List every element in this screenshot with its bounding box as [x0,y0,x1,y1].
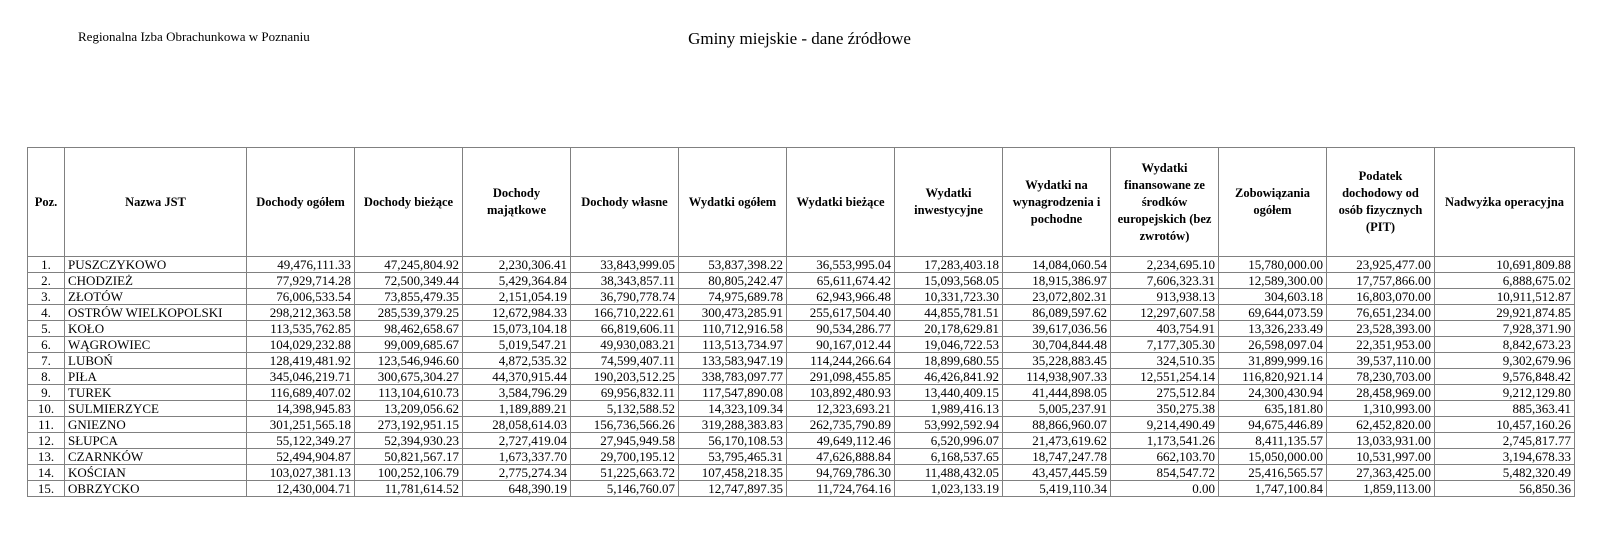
table-row [28,481,1575,497]
value-cell: 31,899,999.16 [1219,353,1327,369]
value-cell: 98,462,658.67 [355,321,463,337]
value-cell: 13,033,931.00 [1327,433,1435,449]
jst-name-cell: CHODZIEŻ [65,273,247,289]
jst-name-cell: OSTRÓW WIELKOPOLSKI [65,305,247,321]
page-title: Gminy miejskie - dane źródłowe [688,29,911,48]
value-cell: 12,323,693.21 [787,401,895,417]
value-cell: 46,426,841.92 [895,369,1003,385]
value-cell: 113,535,762.85 [247,321,355,337]
value-cell: 114,938,907.33 [1003,369,1111,385]
jst-name-cell: LUBOŃ [65,353,247,369]
value-cell: 1,173,541.26 [1111,433,1219,449]
value-cell: 2,745,817.77 [1435,433,1575,449]
value-cell: 56,850.36 [1435,481,1575,497]
column-header: Wydatki inwestycyjne [895,148,1003,257]
row-number-cell: 12. [28,433,65,449]
value-cell: 262,735,790.89 [787,417,895,433]
value-cell: 77,929,714.28 [247,273,355,289]
value-cell: 10,911,512.87 [1435,289,1575,305]
value-cell: 74,975,689.78 [679,289,787,305]
value-cell: 17,283,403.18 [895,257,1003,273]
value-cell: 5,482,320.49 [1435,465,1575,481]
value-cell: 103,892,480.93 [787,385,895,401]
value-cell: 29,700,195.12 [571,449,679,465]
value-cell: 635,181.80 [1219,401,1327,417]
column-header: Wydatki finansowane ze środków europejskich (bez zwrotów) [1111,148,1219,257]
column-header: Nazwa JST [65,148,247,257]
value-cell: 345,046,219.71 [247,369,355,385]
value-cell: 8,411,135.57 [1219,433,1327,449]
row-number-cell: 3. [28,289,65,305]
value-cell: 28,058,614.03 [463,417,571,433]
table-row [28,257,1575,273]
value-cell: 41,444,898.05 [1003,385,1111,401]
value-cell: 15,780,000.00 [1219,257,1327,273]
value-cell: 39,617,036.56 [1003,321,1111,337]
row-number-cell: 10. [28,401,65,417]
value-cell: 24,300,430.94 [1219,385,1327,401]
value-cell: 110,712,916.58 [679,321,787,337]
value-cell: 12,551,254.14 [1111,369,1219,385]
value-cell: 49,476,111.33 [247,257,355,273]
value-cell: 36,553,995.04 [787,257,895,273]
value-cell: 47,245,804.92 [355,257,463,273]
column-header: Wydatki ogółem [679,148,787,257]
value-cell: 11,488,432.05 [895,465,1003,481]
jst-name-cell: KOŁO [65,321,247,337]
jst-name-cell: ZŁOTÓW [65,289,247,305]
value-cell: 12,672,984.33 [463,305,571,321]
value-cell: 7,606,323.31 [1111,273,1219,289]
value-cell: 2,234,695.10 [1111,257,1219,273]
value-cell: 301,251,565.18 [247,417,355,433]
value-cell: 76,651,234.00 [1327,305,1435,321]
table-row [28,465,1575,481]
value-cell: 10,531,997.00 [1327,449,1435,465]
value-cell: 12,297,607.58 [1111,305,1219,321]
jst-name-cell: KOŚCIAN [65,465,247,481]
value-cell: 30,704,844.48 [1003,337,1111,353]
row-number-cell: 5. [28,321,65,337]
value-cell: 117,547,890.08 [679,385,787,401]
value-cell: 403,754.91 [1111,321,1219,337]
value-cell: 324,510.35 [1111,353,1219,369]
table-body [28,257,1575,497]
column-header: Nadwyżka operacyjna [1435,148,1575,257]
value-cell: 49,649,112.46 [787,433,895,449]
value-cell: 885,363.41 [1435,401,1575,417]
value-cell: 88,866,960.07 [1003,417,1111,433]
value-cell: 338,783,097.77 [679,369,787,385]
organization-name: Regionalna Izba Obrachunkowa w Poznaniu [78,29,310,44]
value-cell: 52,394,930.23 [355,433,463,449]
value-cell: 9,302,679.96 [1435,353,1575,369]
value-cell: 56,170,108.53 [679,433,787,449]
column-header: Zobowiązania ogółem [1219,148,1327,257]
value-cell: 33,843,999.05 [571,257,679,273]
value-cell: 28,458,969.00 [1327,385,1435,401]
value-cell: 273,192,951.15 [355,417,463,433]
column-header: Podatek dochodowy od osób fizycznych (PIT) [1327,148,1435,257]
value-cell: 23,528,393.00 [1327,321,1435,337]
value-cell: 18,747,247.78 [1003,449,1111,465]
value-cell: 10,331,723.30 [895,289,1003,305]
value-cell: 15,050,000.00 [1219,449,1327,465]
value-cell: 9,212,129.80 [1435,385,1575,401]
value-cell: 22,351,953.00 [1327,337,1435,353]
value-cell: 113,513,734.97 [679,337,787,353]
value-cell: 74,599,407.11 [571,353,679,369]
value-cell: 69,956,832.11 [571,385,679,401]
value-cell: 65,611,674.42 [787,273,895,289]
table-row [28,337,1575,353]
value-cell: 913,938.13 [1111,289,1219,305]
value-cell: 854,547.72 [1111,465,1219,481]
value-cell: 5,419,110.34 [1003,481,1111,497]
value-cell: 17,757,866.00 [1327,273,1435,289]
row-number-cell: 13. [28,449,65,465]
value-cell: 36,790,778.74 [571,289,679,305]
value-cell: 78,230,703.00 [1327,369,1435,385]
row-number-cell: 8. [28,369,65,385]
value-cell: 27,363,425.00 [1327,465,1435,481]
row-number-cell: 11. [28,417,65,433]
value-cell: 6,888,675.02 [1435,273,1575,289]
value-cell: 275,512.84 [1111,385,1219,401]
value-cell: 5,429,364.84 [463,273,571,289]
value-cell: 49,930,083.21 [571,337,679,353]
value-cell: 76,006,533.54 [247,289,355,305]
value-cell: 350,275.38 [1111,401,1219,417]
value-cell: 1,747,100.84 [1219,481,1327,497]
value-cell: 300,473,285.91 [679,305,787,321]
value-cell: 7,177,305.30 [1111,337,1219,353]
table-row [28,401,1575,417]
row-number-cell: 9. [28,385,65,401]
value-cell: 50,821,567.17 [355,449,463,465]
table-row [28,369,1575,385]
value-cell: 51,225,663.72 [571,465,679,481]
value-cell: 319,288,383.83 [679,417,787,433]
value-cell: 9,214,490.49 [1111,417,1219,433]
value-cell: 47,626,888.84 [787,449,895,465]
value-cell: 5,005,237.91 [1003,401,1111,417]
value-cell: 53,837,398.22 [679,257,787,273]
value-cell: 14,398,945.83 [247,401,355,417]
value-cell: 94,675,446.89 [1219,417,1327,433]
jst-name-cell: PIŁA [65,369,247,385]
value-cell: 12,589,300.00 [1219,273,1327,289]
value-cell: 3,584,796.29 [463,385,571,401]
jst-name-cell: GNIEZNO [65,417,247,433]
value-cell: 14,084,060.54 [1003,257,1111,273]
value-cell: 1,673,337.70 [463,449,571,465]
value-cell: 1,189,889.21 [463,401,571,417]
value-cell: 13,209,056.62 [355,401,463,417]
table-header-row [28,148,1575,257]
value-cell: 300,675,304.27 [355,369,463,385]
value-cell: 116,820,921.14 [1219,369,1327,385]
jst-name-cell: OBRZYCKO [65,481,247,497]
value-cell: 104,029,232.88 [247,337,355,353]
value-cell: 18,899,680.55 [895,353,1003,369]
value-cell: 53,992,592.94 [895,417,1003,433]
value-cell: 285,539,379.25 [355,305,463,321]
column-header: Dochody majątkowe [463,148,571,257]
value-cell: 13,326,233.49 [1219,321,1327,337]
row-number-cell: 4. [28,305,65,321]
value-cell: 27,945,949.58 [571,433,679,449]
value-cell: 86,089,597.62 [1003,305,1111,321]
value-cell: 29,921,874.85 [1435,305,1575,321]
value-cell: 62,943,966.48 [787,289,895,305]
value-cell: 20,178,629.81 [895,321,1003,337]
value-cell: 23,072,802.31 [1003,289,1111,305]
value-cell: 43,457,445.59 [1003,465,1111,481]
value-cell: 23,925,477.00 [1327,257,1435,273]
table-row [28,353,1575,369]
value-cell: 52,494,904.87 [247,449,355,465]
value-cell: 35,228,883.45 [1003,353,1111,369]
value-cell: 10,691,809.88 [1435,257,1575,273]
value-cell: 73,855,479.35 [355,289,463,305]
table-row [28,321,1575,337]
column-header: Wydatki na wynagrodzenia i pochodne [1003,148,1111,257]
value-cell: 5,132,588.52 [571,401,679,417]
value-cell: 53,795,465.31 [679,449,787,465]
table-row [28,385,1575,401]
jst-name-cell: WĄGROWIEC [65,337,247,353]
jst-name-cell: SULMIERZYCE [65,401,247,417]
value-cell: 3,194,678.33 [1435,449,1575,465]
value-cell: 26,598,097.04 [1219,337,1327,353]
table-row [28,449,1575,465]
table-row [28,289,1575,305]
column-header: Dochody bieżące [355,148,463,257]
column-header: Poz. [28,148,65,257]
value-cell: 2,775,274.34 [463,465,571,481]
jst-name-cell: CZARNKÓW [65,449,247,465]
value-cell: 255,617,504.40 [787,305,895,321]
value-cell: 14,323,109.34 [679,401,787,417]
value-cell: 12,747,897.35 [679,481,787,497]
value-cell: 0.00 [1111,481,1219,497]
value-cell: 5,019,547.21 [463,337,571,353]
value-cell: 62,452,820.00 [1327,417,1435,433]
value-cell: 166,710,222.61 [571,305,679,321]
value-cell: 6,168,537.65 [895,449,1003,465]
table-row [28,417,1575,433]
value-cell: 39,537,110.00 [1327,353,1435,369]
value-cell: 90,167,012.44 [787,337,895,353]
jst-name-cell: PUSZCZYKOWO [65,257,247,273]
value-cell: 107,458,218.35 [679,465,787,481]
value-cell: 38,343,857.11 [571,273,679,289]
row-number-cell: 6. [28,337,65,353]
value-cell: 7,928,371.90 [1435,321,1575,337]
value-cell: 66,819,606.11 [571,321,679,337]
value-cell: 25,416,565.57 [1219,465,1327,481]
value-cell: 12,430,004.71 [247,481,355,497]
value-cell: 69,644,073.59 [1219,305,1327,321]
row-number-cell: 2. [28,273,65,289]
value-cell: 100,252,106.79 [355,465,463,481]
value-cell: 11,724,764.16 [787,481,895,497]
value-cell: 44,370,915.44 [463,369,571,385]
value-cell: 128,419,481.92 [247,353,355,369]
value-cell: 90,534,286.77 [787,321,895,337]
value-cell: 21,473,619.62 [1003,433,1111,449]
value-cell: 113,104,610.73 [355,385,463,401]
value-cell: 99,009,685.67 [355,337,463,353]
column-header: Wydatki bieżące [787,148,895,257]
value-cell: 2,151,054.19 [463,289,571,305]
value-cell: 2,230,306.41 [463,257,571,273]
value-cell: 103,027,381.13 [247,465,355,481]
value-cell: 304,603.18 [1219,289,1327,305]
value-cell: 291,098,455.85 [787,369,895,385]
value-cell: 6,520,996.07 [895,433,1003,449]
table-row [28,305,1575,321]
value-cell: 44,855,781.51 [895,305,1003,321]
value-cell: 190,203,512.25 [571,369,679,385]
value-cell: 298,212,363.58 [247,305,355,321]
row-number-cell: 14. [28,465,65,481]
row-number-cell: 15. [28,481,65,497]
data-table [27,147,1575,497]
table-row [28,433,1575,449]
value-cell: 116,689,407.02 [247,385,355,401]
value-cell: 55,122,349.27 [247,433,355,449]
jst-name-cell: SŁUPCA [65,433,247,449]
value-cell: 19,046,722.53 [895,337,1003,353]
column-header: Dochody ogółem [247,148,355,257]
value-cell: 94,769,786.30 [787,465,895,481]
value-cell: 133,583,947.19 [679,353,787,369]
value-cell: 156,736,566.26 [571,417,679,433]
column-header: Dochody własne [571,148,679,257]
value-cell: 5,146,760.07 [571,481,679,497]
value-cell: 18,915,386.97 [1003,273,1111,289]
value-cell: 13,440,409.15 [895,385,1003,401]
row-number-cell: 7. [28,353,65,369]
value-cell: 9,576,848.42 [1435,369,1575,385]
value-cell: 8,842,673.23 [1435,337,1575,353]
value-cell: 15,073,104.18 [463,321,571,337]
value-cell: 80,805,242.47 [679,273,787,289]
value-cell: 10,457,160.26 [1435,417,1575,433]
value-cell: 1,989,416.13 [895,401,1003,417]
jst-name-cell: TUREK [65,385,247,401]
value-cell: 15,093,568.05 [895,273,1003,289]
value-cell: 1,310,993.00 [1327,401,1435,417]
table-row [28,273,1575,289]
value-cell: 2,727,419.04 [463,433,571,449]
value-cell: 11,781,614.52 [355,481,463,497]
value-cell: 72,500,349.44 [355,273,463,289]
value-cell: 4,872,535.32 [463,353,571,369]
value-cell: 662,103.70 [1111,449,1219,465]
value-cell: 1,859,113.00 [1327,481,1435,497]
value-cell: 114,244,266.64 [787,353,895,369]
value-cell: 1,023,133.19 [895,481,1003,497]
value-cell: 648,390.19 [463,481,571,497]
value-cell: 123,546,946.60 [355,353,463,369]
value-cell: 16,803,070.00 [1327,289,1435,305]
row-number-cell: 1. [28,257,65,273]
